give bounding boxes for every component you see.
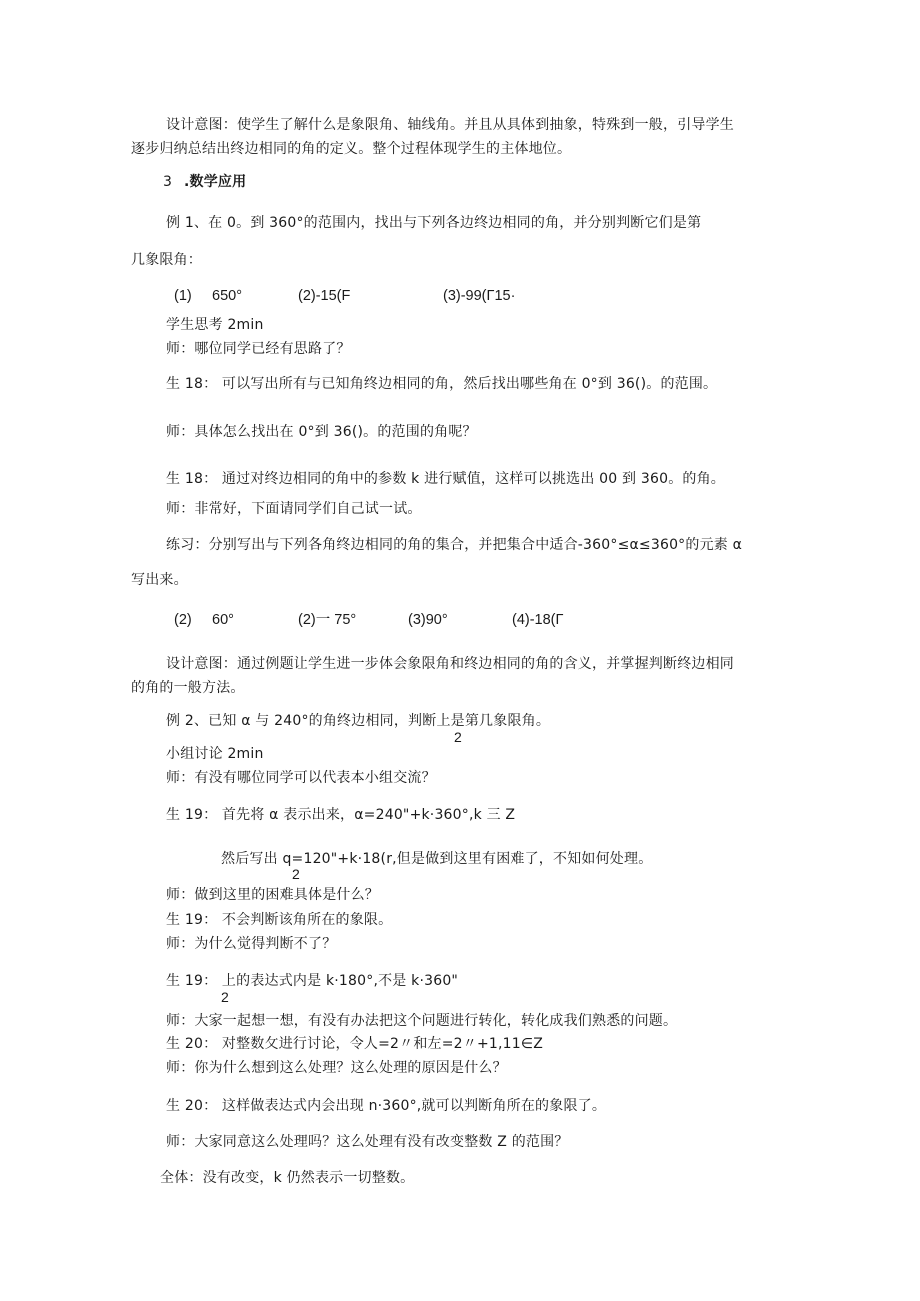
dialogue-line: 师：哪位同学已经有思路了？ bbox=[166, 341, 351, 357]
dialogue-line: 生 19： 首先将 α 表示出来，α=240"+k·360°,k 三 Z bbox=[166, 807, 516, 823]
fraction-denominator: 2 bbox=[454, 729, 462, 745]
dialogue-line: 生 20： 对整数攵进行讨论，令人=2〃和左=2〃+1,11∈Z bbox=[166, 1036, 544, 1052]
exercise-prompt: 练习：分别写出与下列各角终边相同的角的集合，并把集合中适合-360°≤α≤360°的元素 α bbox=[166, 537, 743, 553]
item-label: (1) bbox=[174, 288, 192, 304]
item-value: 650° bbox=[212, 288, 242, 304]
item-value: (3)-99(Γ15· bbox=[443, 288, 516, 304]
paragraph-line: 设计意图：使学生了解什么是象限角、轴线角。并且从具体到抽象，特殊到一般，引导学生 bbox=[166, 117, 734, 133]
paragraph-line: 小组讨论 2min bbox=[166, 746, 264, 762]
item-value: (3)90° bbox=[408, 612, 448, 628]
fraction-denominator: 2 bbox=[292, 866, 300, 882]
section-number: 3 bbox=[163, 174, 173, 190]
item-value: 60° bbox=[212, 612, 234, 628]
dialogue-line: 师：做到这里的困难具体是什么？ bbox=[166, 887, 379, 903]
dialogue-line: 师：有没有哪位同学可以代表本小组交流？ bbox=[166, 770, 436, 786]
item-value: (2)-15(F bbox=[298, 288, 351, 304]
example-2-prompt: 例 2、已知 α 与 240°的角终边相同，判断上是第几象限角。 bbox=[166, 713, 551, 729]
dialogue-line: 师：你为什么想到这么处理？这么处理的原因是什么？ bbox=[166, 1060, 507, 1076]
item-label: (2) bbox=[174, 612, 192, 628]
dialogue-line: 生 18： 通过对终边相同的角中的参数 k 进行赋值，这样可以挑选出 00 到 360。的角。 bbox=[166, 471, 726, 487]
dialogue-line: 生 18： 可以写出所有与已知角终边相同的角，然后找出哪些角在 0°到 36()。的范围。 bbox=[166, 376, 718, 392]
dialogue-line: 师：具体怎么找出在 0°到 36()。的范围的角呢？ bbox=[166, 424, 477, 440]
dialogue-line: 生 19： 上的表达式内是 k·180°,不是 k·360" bbox=[166, 973, 459, 989]
fraction-denominator: 2 bbox=[221, 989, 229, 1005]
dialogue-line: 师：为什么觉得判断不了？ bbox=[166, 936, 337, 952]
dialogue-line: 师：大家同意这么处理吗？这么处理有没有改变整数 Z 的范围？ bbox=[166, 1134, 569, 1150]
dialogue-line: 生 19： 不会判断该角所在的象限。 bbox=[166, 912, 393, 928]
example-1-prompt: 例 1、在 0。到 360°的范围内，找出与下列各边终边相同的角，并分别判断它们是第 bbox=[166, 215, 702, 231]
dialogue-line: 全体：没有改变，k 仍然表示一切整数。 bbox=[160, 1170, 415, 1186]
paragraph-line: 逐步归纳总结出终边相同的角的定义。整个过程体现学生的主体地位。 bbox=[131, 141, 572, 157]
paragraph-line: 设计意图：通过例题让学生进一步体会象限角和终边相同的角的含义，并掌握判断终边相同 bbox=[166, 656, 734, 672]
paragraph-line: 的角的一般方法。 bbox=[131, 680, 245, 696]
section-title: .数学应用 bbox=[184, 174, 247, 190]
item-value: (4)-18(Γ bbox=[512, 612, 564, 628]
paragraph-line: 几象限角： bbox=[131, 252, 202, 268]
paragraph-line: 写出来。 bbox=[131, 572, 188, 588]
dialogue-line: 然后写出 q=120"+k·18(r,但是做到这里有困难了，不知如何处理。 bbox=[221, 851, 653, 867]
dialogue-line: 生 20： 这样做表达式内会出现 n·360°,就可以判断角所在的象限了。 bbox=[166, 1098, 607, 1114]
dialogue-line: 师：非常好，下面请同学们自己试一试。 bbox=[166, 501, 422, 517]
dialogue-line: 师：大家一起想一想，有没有办法把这个问题进行转化，转化成我们熟悉的问题。 bbox=[166, 1013, 678, 1029]
paragraph-line: 学生思考 2min bbox=[166, 317, 264, 333]
item-value: (2)一 75° bbox=[298, 612, 357, 628]
